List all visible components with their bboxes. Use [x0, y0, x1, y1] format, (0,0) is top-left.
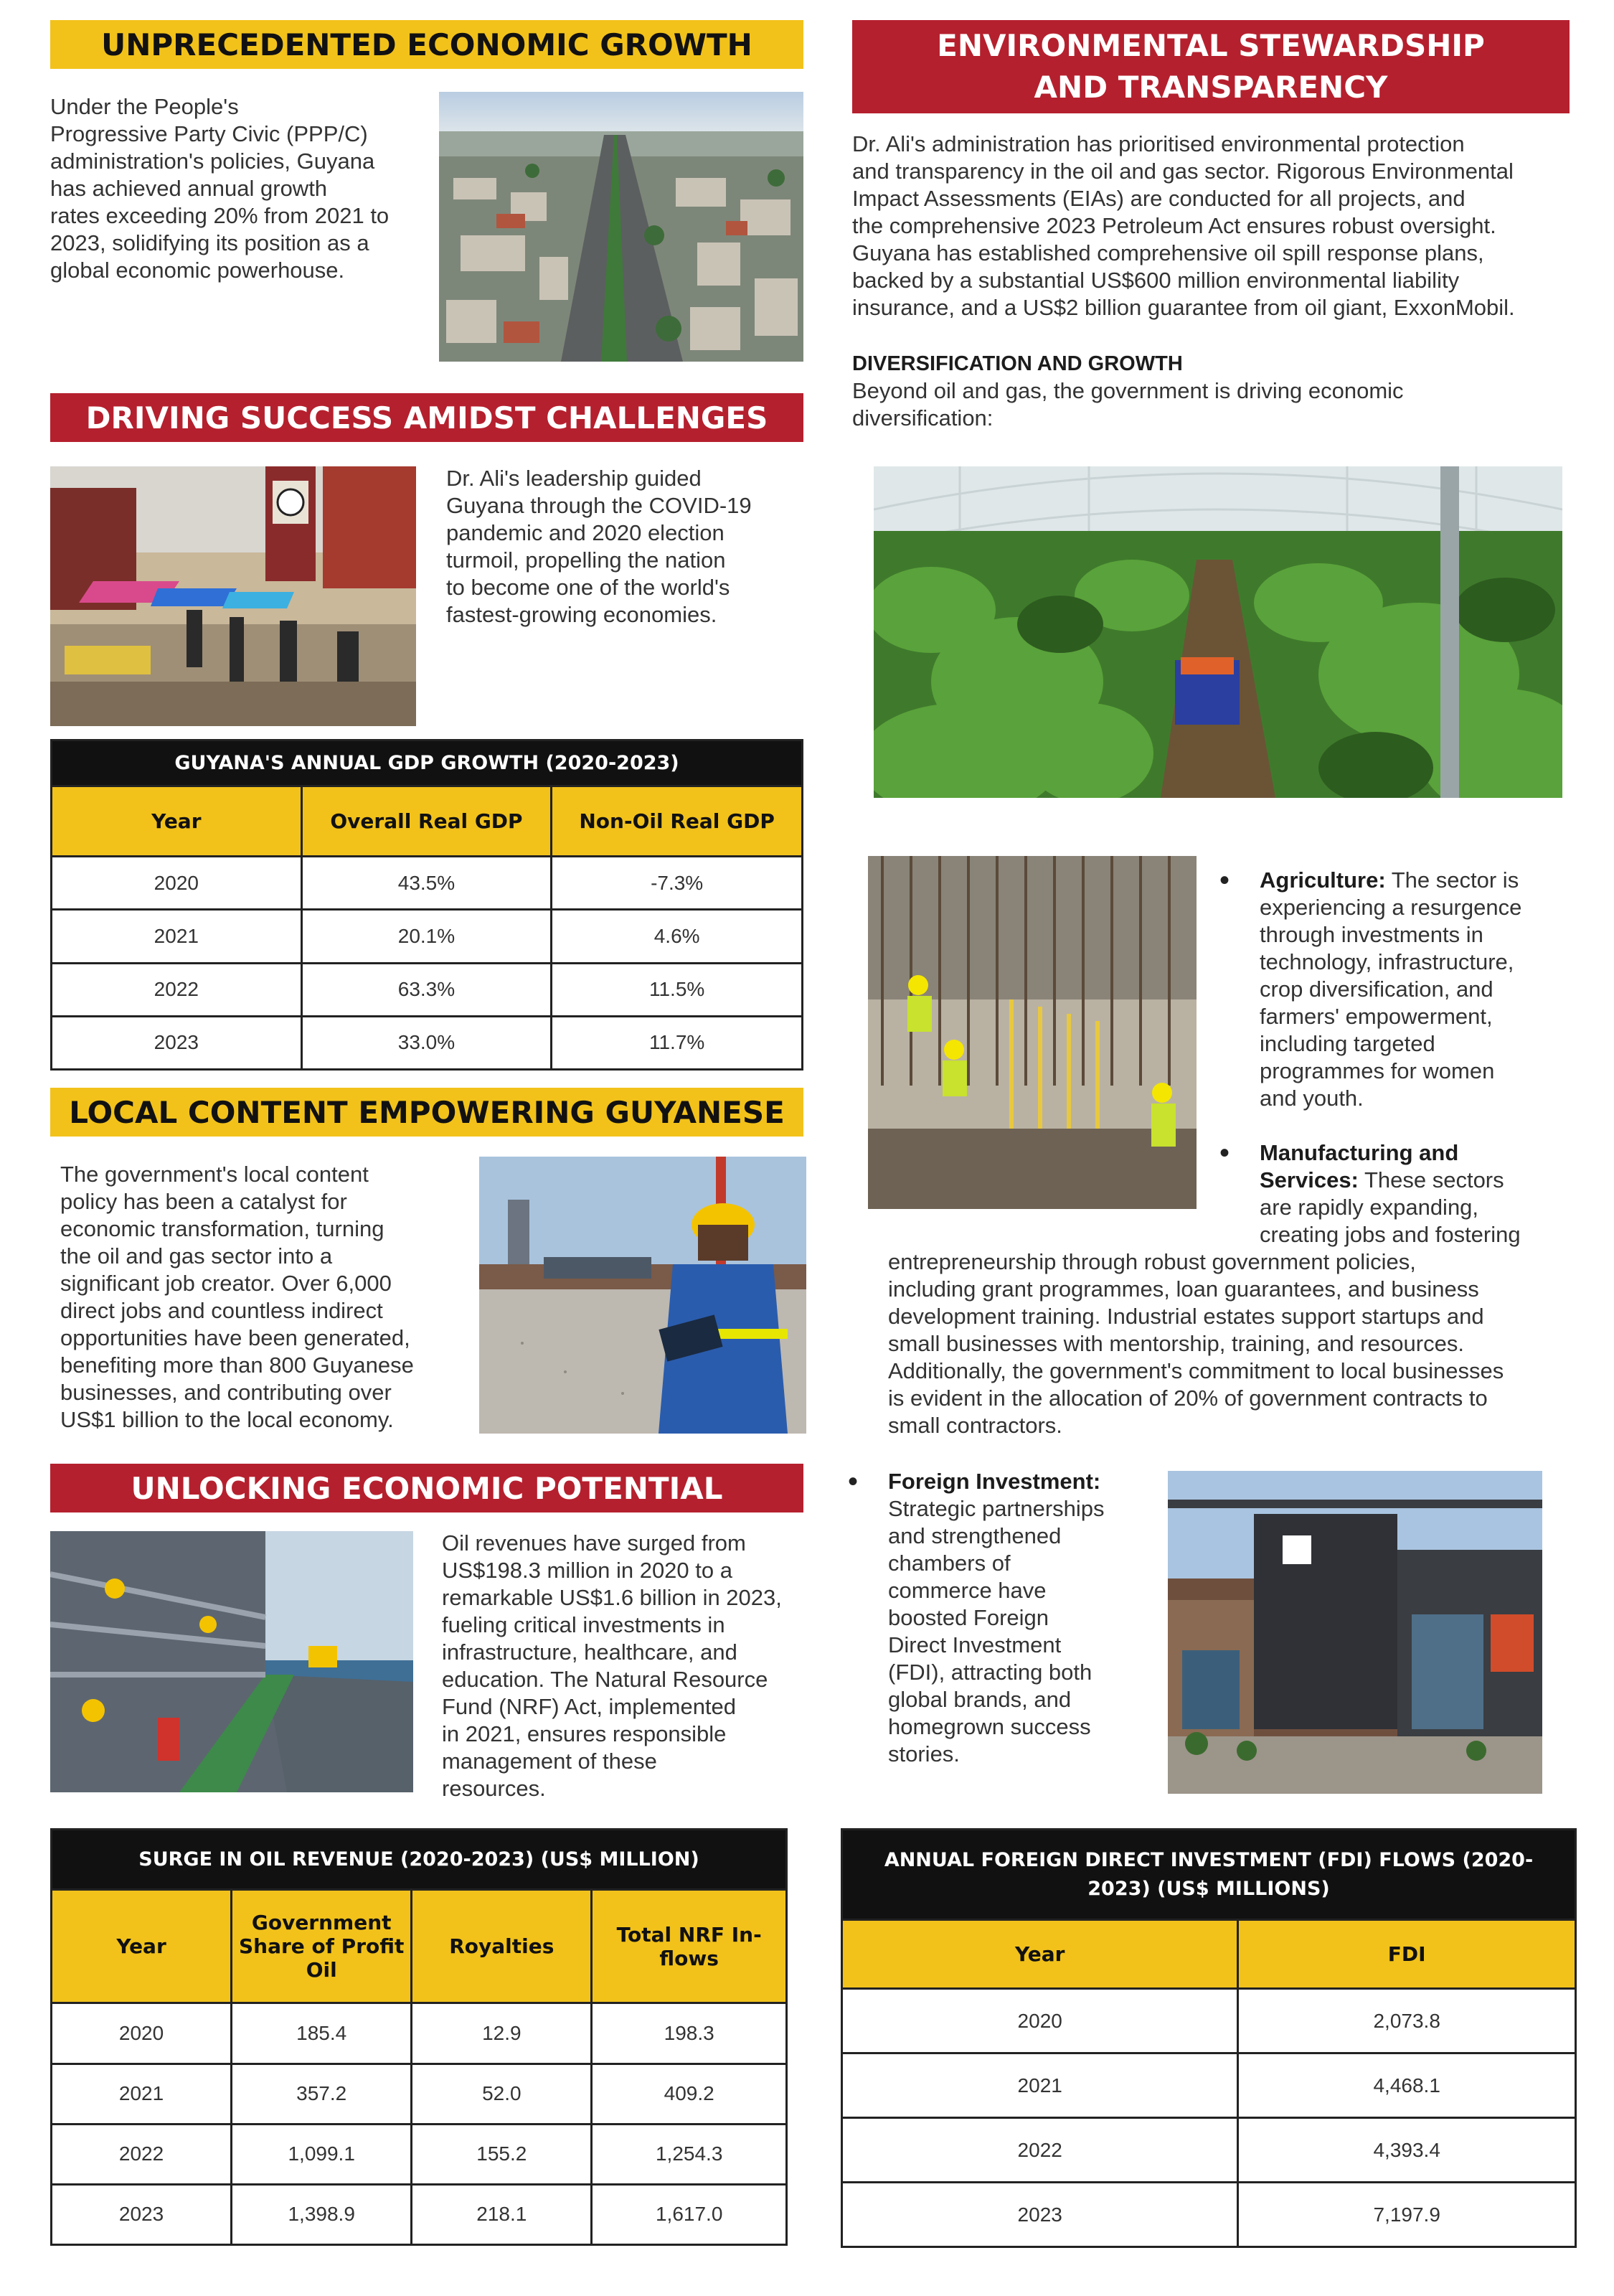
gdp-cell: 11.7% — [552, 1016, 803, 1069]
table-row — [52, 963, 803, 1016]
section-title-challenges — [50, 393, 803, 442]
gdp-cell: 11.5% — [552, 963, 803, 1016]
challenges-paragraph: Dr. Ali's leadership guided Guyana through the COVID-19 pandemic and 2020 election turmoil, propelling the nation to become one of the world's fastest-growing economies. — [446, 466, 752, 627]
oil-cell: 155.2 — [412, 2124, 592, 2184]
fdi-cell: 2020 — [842, 1989, 1238, 2053]
environment-paragraph: Dr. Ali's administration has prioritised environmental protection and transparency in the oil and gas sector. Rigorous Environmental Impact Assessments (EIAs) are conducted for all projects, and the comprehensive 2023 Petroleum Act ensures robust oversight. Guyana has established comprehensive oil spill response plans, backed by a substantial US$600 million environmental liability insurance, and a US$2 billion guarantee from oil giant, ExxonMobil. — [852, 131, 1515, 320]
manufacturing-label-line2: Services: — [1260, 1167, 1359, 1192]
oil-cell: 185.4 — [232, 2003, 412, 2064]
table-row — [52, 2124, 787, 2184]
fdi-cell: 4,468.1 — [1238, 2053, 1576, 2118]
fdi-cell: 4,393.4 — [1238, 2118, 1576, 2183]
agriculture-rest: experiencing a resurgence through investments in technology, infrastructure, crop diversification, and farmers' empowerment, including targeted programmes for women and youth. — [1260, 895, 1522, 1111]
growth-title-text: UNPRECEDENTED ECONOMIC GROWTH — [101, 27, 752, 62]
agriculture-text — [1260, 867, 1578, 1112]
gdp-cell: 2023 — [52, 1016, 302, 1069]
diversification-intro: Beyond oil and gas, the government is driving economic diversification: — [852, 378, 1404, 430]
gdp-cell: 20.1% — [301, 910, 552, 963]
oil-cell: 1,617.0 — [592, 2184, 787, 2244]
oil-cell: 1,254.3 — [592, 2124, 787, 2184]
gdp-cell: 2020 — [52, 857, 302, 910]
gdp-header-year: Year — [52, 786, 302, 857]
manufacturing-short-lines: are rapidly expanding, creating jobs and fostering — [1260, 1195, 1521, 1247]
table-row — [842, 2118, 1576, 2183]
potential-paragraph: Oil revenues have surged from US$198.3 million in 2020 to a remarkable US$1.6 billion in 2023, fueling critical investments in infrastructure, healthcare, and education. The Natural Resource Fund (NRF) Act, implemented in 2021, ensures responsible management of these resources. — [442, 1530, 782, 1801]
table-row — [52, 2064, 787, 2124]
oil-cell: 1,099.1 — [232, 2124, 412, 2184]
fdi-header-year: Year — [842, 1920, 1238, 1989]
construction-site-photo — [868, 856, 1197, 1209]
table-row — [52, 910, 803, 963]
agriculture-first-line: The sector is — [1385, 867, 1519, 893]
oil-revenue-table — [50, 1828, 788, 2246]
gdp-growth-table — [50, 739, 803, 1071]
gdp-cell: 43.5% — [301, 857, 552, 910]
oil-cell: 198.3 — [592, 2003, 787, 2064]
gdp-cell: 2021 — [52, 910, 302, 963]
challenges-title-text: DRIVING SUCCESS AMIDST CHALLENGES — [85, 400, 768, 436]
oil-header-royalties: Royalties — [412, 1890, 592, 2003]
section-title-local-content — [50, 1088, 803, 1137]
oil-table-title: SURGE IN OIL REVENUE (2020-2023) (US$ MILLION) — [52, 1830, 787, 1890]
fdi-cell: 7,197.9 — [1238, 2183, 1576, 2247]
oil-cell: 357.2 — [232, 2064, 412, 2124]
oil-header-profit-oil: Government Share of Profit Oil — [232, 1890, 412, 2003]
gdp-cell: 2022 — [52, 963, 302, 1016]
gdp-header-overall: Overall Real GDP — [301, 786, 552, 857]
bullet-manufacturing — [1219, 1139, 1578, 1248]
oil-cell: 2022 — [52, 2124, 232, 2184]
oil-header-year: Year — [52, 1890, 232, 2003]
fdi-flows-table — [841, 1828, 1577, 2246]
city-aerial-photo — [439, 92, 803, 362]
potential-title-text: UNLOCKING ECONOMIC POTENTIAL — [131, 1470, 723, 1506]
agriculture-label: Agriculture: — [1260, 867, 1386, 893]
table-row — [842, 2183, 1576, 2247]
foreign-label: Foreign Investment: — [888, 1469, 1101, 1494]
oil-cell: 2023 — [52, 2184, 232, 2244]
gdp-cell: 4.6% — [552, 910, 803, 963]
table-row — [52, 2003, 787, 2064]
offshore-platform-photo — [50, 1531, 413, 1792]
oil-cell: 12.9 — [412, 2003, 592, 2064]
worker-tablet-photo — [479, 1157, 806, 1434]
local-content-title-text: LOCAL CONTENT EMPOWERING GUYANESE — [69, 1094, 785, 1130]
gdp-cell: 63.3% — [301, 963, 552, 1016]
greenhouse-crops-photo — [874, 466, 1562, 798]
gdp-header-nonoil: Non-Oil Real GDP — [552, 786, 803, 857]
bullet-agriculture — [1219, 867, 1578, 1112]
diversification-heading: DIVERSIFICATION AND GROWTH — [852, 352, 1183, 375]
bullet-foreign-investment — [848, 1468, 1149, 1768]
table-row — [842, 2053, 1576, 2118]
oil-cell: 409.2 — [592, 2064, 787, 2124]
environment-title-line1: ENVIRONMENTAL STEWARDSHIP — [937, 28, 1485, 63]
local-content-paragraph: The government's local content policy has been a catalyst for economic transformation, turning the oil and gas sector into a significant job creator. Over 6,000 direct jobs and countless indirect opportunities have been generated, benefiting more than 800 Guyanese businesses, and contributing over US$1 billion to the local economy. — [60, 1162, 414, 1432]
oil-cell: 52.0 — [412, 2064, 592, 2124]
oil-cell: 1,398.9 — [232, 2184, 412, 2244]
table-row — [52, 2184, 787, 2244]
section-title-growth — [50, 20, 803, 69]
section-title-environment — [852, 20, 1570, 113]
manufacturing-paragraph-continued: entrepreneurship through robust government policies, including grant programmes, loan guarantees, and business development training. Industrial estates support startups and small businesses with mentorship, training, and resources. Additionally, the government's commitment to local businesses is evident in the allocation of 20% of government contracts to small contractors. — [888, 1249, 1504, 1438]
environment-title-line2: AND TRANSPARENCY — [1034, 70, 1388, 105]
table-row — [52, 1016, 803, 1069]
foreign-body: Strategic partnerships and strengthened chambers of commerce have boosted Foreign Direct Investment (FDI), attracting both global brands, and homegrown success stories. — [888, 1496, 1105, 1766]
oil-header-nrf: Total NRF In-flows — [592, 1890, 787, 2003]
fdi-header-fdi: FDI — [1238, 1920, 1576, 1989]
oil-cell: 2021 — [52, 2064, 232, 2124]
fdi-cell: 2,073.8 — [1238, 1989, 1576, 2053]
storefront-photo — [1168, 1471, 1542, 1794]
gdp-cell: -7.3% — [552, 857, 803, 910]
oil-cell: 2020 — [52, 2003, 232, 2064]
fdi-cell: 2023 — [842, 2183, 1238, 2247]
bullet-dot-icon: • — [848, 1466, 859, 1497]
foreign-text — [888, 1468, 1149, 1768]
fdi-table-title: ANNUAL FOREIGN DIRECT INVESTMENT (FDI) FLOWS (2020-2023) (US$ MILLIONS) — [842, 1830, 1576, 1920]
fdi-cell: 2022 — [842, 2118, 1238, 2183]
table-row — [52, 857, 803, 910]
bullet-dot-icon: • — [1219, 1137, 1230, 1169]
fdi-cell: 2021 — [842, 2053, 1238, 2118]
manufacturing-first-line: These sectors — [1358, 1167, 1504, 1192]
table-row — [842, 1989, 1576, 2053]
gdp-table-title: GUYANA'S ANNUAL GDP GROWTH (2020-2023) — [52, 740, 803, 786]
bullet-dot-icon: • — [1219, 865, 1230, 896]
market-photo — [50, 466, 416, 726]
oil-cell: 218.1 — [412, 2184, 592, 2244]
manufacturing-label-line1: Manufacturing and — [1260, 1140, 1459, 1165]
growth-paragraph: Under the People's Progressive Party Civic (PPP/C) administration's policies, Guyana has achieved annual growth rates exceeding 20% from 2021 to 2023, solidifying its position as a global economic powerhouse. — [50, 94, 390, 283]
section-title-potential — [50, 1464, 803, 1512]
manufacturing-text — [1260, 1139, 1578, 1248]
gdp-cell: 33.0% — [301, 1016, 552, 1069]
